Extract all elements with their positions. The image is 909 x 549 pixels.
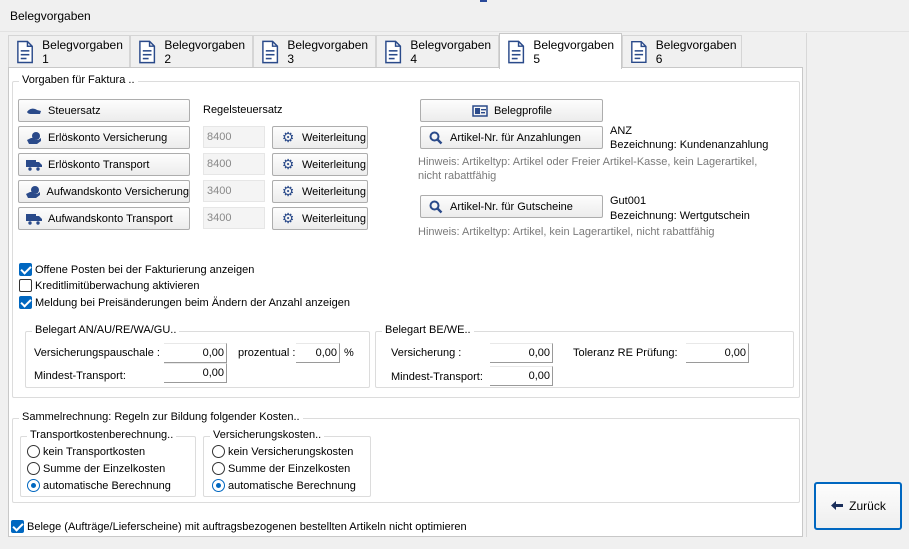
faktura-group-title: Vorgaben für Faktura .. xyxy=(19,74,138,86)
tab-belegvorgaben-4[interactable] xyxy=(376,35,499,68)
zurueck-label: Zurück xyxy=(849,499,886,513)
anzahlungen-code: ANZ xyxy=(610,125,632,137)
weiterleitung-button-4[interactable] xyxy=(272,207,368,230)
search-icon xyxy=(427,200,445,214)
automatische-berechnung-versicherung-label: automatische Berechnung xyxy=(228,480,356,492)
sammelrechnung-title: Sammelrechnung: Regeln zur Bildung folgender Kosten.. xyxy=(19,411,303,423)
versicherungskosten-title: Versicherungskosten.. xyxy=(210,429,324,441)
erloeskonto-versicherung-button[interactable] xyxy=(18,126,190,149)
preisaenderung-checkbox[interactable] xyxy=(19,296,32,309)
weiterleitung-label: Weiterleitung xyxy=(302,185,366,198)
offene-posten-checkbox[interactable] xyxy=(19,263,32,276)
versicherungspauschale-label: Versicherungspauschale : xyxy=(34,347,160,359)
tab-label: Belegvorgaben 3 xyxy=(287,38,369,66)
kein-versicherungskosten-label: kein Versicherungskosten xyxy=(228,446,354,458)
mindest-transport-be-label: Mindest-Transport: xyxy=(391,371,483,383)
gutscheine-bezeichnung: Bezeichnung: Wertgutschein xyxy=(610,210,750,222)
kreditlimit-checkbox[interactable] xyxy=(19,279,32,292)
anzahlungen-bezeichnung: Bezeichnung: Kundenanzahlung xyxy=(610,139,769,151)
aufwandskonto-versicherung-button[interactable] xyxy=(18,180,190,203)
toleranz-label: Toleranz RE Prüfung: xyxy=(573,347,678,359)
truck-icon xyxy=(25,212,43,226)
gear-icon: ⚙ xyxy=(281,129,295,145)
prozent-sign: % xyxy=(344,347,354,359)
aufwandskonto-versicherung-field[interactable]: 3400 xyxy=(203,180,265,202)
tab-belegvorgaben-3[interactable] xyxy=(253,35,376,68)
erloeskonto-transport-button[interactable] xyxy=(18,153,190,176)
weiterleitung-label: Weiterleitung xyxy=(302,158,366,171)
summe-einzelkosten-transport-label: Summe der Einzelkosten xyxy=(43,463,166,475)
belegart-be-title: Belegart BE/WE.. xyxy=(382,324,474,336)
prozentual-label: prozentual : xyxy=(238,347,296,359)
weiterleitung-label: Weiterleitung xyxy=(302,212,366,225)
belegprofile-label: Belegprofile xyxy=(493,104,553,117)
gutscheine-button[interactable] xyxy=(420,195,603,218)
hand-coin-icon xyxy=(25,185,42,199)
document-icon xyxy=(506,40,525,64)
summe-einzelkosten-versicherung-radio[interactable] xyxy=(212,462,225,475)
anzahlungen-button[interactable] xyxy=(420,126,603,149)
konto-label: Erlöskonto Transport xyxy=(48,158,150,171)
automatische-berechnung-transport-radio[interactable] xyxy=(27,479,40,492)
versicherung-be-label: Versicherung : xyxy=(391,347,462,359)
belegart-au-title: Belegart AN/AU/RE/WA/GU.. xyxy=(32,324,179,336)
erloeskonto-versicherung-field[interactable]: 8400 xyxy=(203,126,265,148)
gear-icon: ⚙ xyxy=(281,210,295,226)
belegprofile-button[interactable] xyxy=(420,99,603,122)
gear-icon: ⚙ xyxy=(281,156,295,172)
versicherungspauschale-input[interactable]: 0,00 xyxy=(164,343,227,363)
mindest-transport-be-input[interactable]: 0,00 xyxy=(490,366,553,386)
tab-bar xyxy=(8,33,803,68)
prozentual-input[interactable]: 0,00 xyxy=(296,343,340,363)
tab-belegvorgaben-5[interactable] xyxy=(499,33,622,69)
gear-icon: ⚙ xyxy=(281,183,295,199)
anzahlungen-label: Artikel-Nr. für Anzahlungen xyxy=(450,131,581,144)
nicht-optimieren-label: Belege (Aufträge/Lieferscheine) mit auftragsbezogenen bestellten Artikeln nicht optimieren xyxy=(27,521,467,533)
automatische-berechnung-transport-label: automatische Berechnung xyxy=(43,480,171,492)
document-icon xyxy=(260,40,279,64)
offene-posten-label: Offene Posten bei der Fakturierung anzeigen xyxy=(35,264,255,276)
weiterleitung-button-2[interactable] xyxy=(272,153,368,176)
aufwandskonto-transport-field[interactable]: 3400 xyxy=(203,207,265,229)
preisaenderung-label: Meldung bei Preisänderungen beim Ändern der Anzahl anzeigen xyxy=(35,297,350,309)
kein-transportkosten-label: kein Transportkosten xyxy=(43,446,146,458)
erloeskonto-transport-field[interactable]: 8400 xyxy=(203,153,265,175)
tab-label: Belegvorgaben 2 xyxy=(164,38,246,66)
document-icon xyxy=(137,40,156,64)
id-card-icon xyxy=(471,104,489,118)
mindest-transport-au-label: Mindest-Transport: xyxy=(34,370,126,382)
summe-einzelkosten-transport-radio[interactable] xyxy=(27,462,40,475)
versicherung-be-input[interactable]: 0,00 xyxy=(490,343,553,363)
transportkosten-title: Transportkostenberechnung.. xyxy=(27,429,176,441)
automatische-berechnung-versicherung-radio[interactable] xyxy=(212,479,225,492)
gutscheine-hinweis: Hinweis: Artikeltyp: Artikel, kein Lagerartikel, nicht rabattfähig xyxy=(418,226,715,238)
kein-versicherungskosten-radio[interactable] xyxy=(212,445,225,458)
title-accent-mark xyxy=(480,0,487,2)
tab-label: Belegvorgaben 5 xyxy=(533,37,615,66)
search-icon xyxy=(427,131,445,145)
nicht-optimieren-checkbox[interactable] xyxy=(11,520,24,533)
hand-icon xyxy=(25,104,43,118)
tab-belegvorgaben-2[interactable] xyxy=(130,35,253,68)
gutscheine-label: Artikel-Nr. für Gutscheine xyxy=(450,200,573,213)
gutscheine-code: Gut001 xyxy=(610,195,647,207)
weiterleitung-button-3[interactable] xyxy=(272,180,368,203)
kreditlimit-label: Kreditlimitüberwachung aktivieren xyxy=(35,280,200,292)
toleranz-input[interactable]: 0,00 xyxy=(686,343,749,363)
aufwandskonto-transport-button[interactable] xyxy=(18,207,190,230)
tab-belegvorgaben-1[interactable] xyxy=(8,35,130,68)
truck-icon xyxy=(25,158,43,172)
document-icon xyxy=(629,40,648,64)
konto-label: Aufwandskonto Transport xyxy=(48,212,173,225)
title-bar xyxy=(0,0,909,32)
document-icon xyxy=(383,40,402,64)
right-side-panel xyxy=(806,33,909,537)
konto-label: Aufwandskonto Versicherung xyxy=(46,185,189,198)
tab-belegvorgaben-6[interactable] xyxy=(622,35,742,68)
anzahlungen-hinweis-1: Hinweis: Artikeltyp: Artikel oder Freier Artikel-Kasse, kein Lagerartikel, xyxy=(418,156,758,168)
summe-einzelkosten-versicherung-label: Summe der Einzelkosten xyxy=(228,463,351,475)
steuersatz-button[interactable] xyxy=(18,99,190,122)
regelsteuersatz-label: Regelsteuersatz xyxy=(203,104,283,116)
tab-label: Belegvorgaben 6 xyxy=(655,38,737,66)
weiterleitung-button-1[interactable] xyxy=(272,126,368,149)
back-arrow-icon xyxy=(830,499,844,514)
anzahlungen-hinweis-2: nicht rabattfähig xyxy=(418,170,497,182)
tab-label: Belegvorgaben 4 xyxy=(410,38,492,66)
konto-label: Erlöskonto Versicherung xyxy=(48,131,168,144)
hand-coin-icon xyxy=(25,131,43,145)
tab-label: Belegvorgaben 1 xyxy=(42,38,123,66)
kein-transportkosten-radio[interactable] xyxy=(27,445,40,458)
mindest-transport-au-input[interactable]: 0,00 xyxy=(164,363,227,383)
zurueck-button[interactable] xyxy=(814,482,902,530)
document-icon xyxy=(15,40,34,64)
weiterleitung-label: Weiterleitung xyxy=(302,131,366,144)
window-title: Belegvorgaben xyxy=(10,9,91,23)
tab-content-panel xyxy=(8,67,803,537)
steuersatz-label: Steuersatz xyxy=(48,104,101,117)
